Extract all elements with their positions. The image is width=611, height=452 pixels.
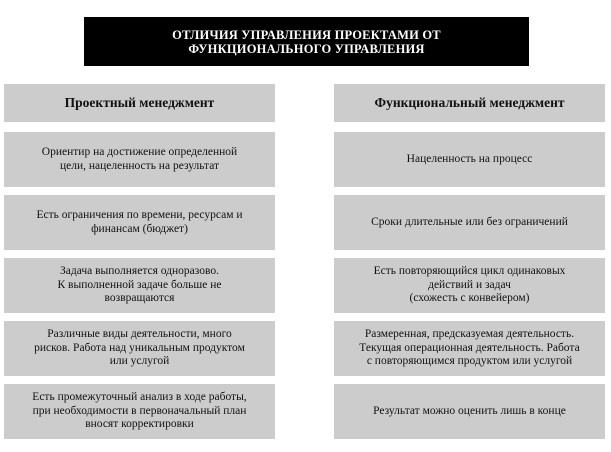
left-item-4-line-1: Различные виды деятельности, много [47, 328, 232, 341]
title-line-2: ФУНКЦИОНАЛЬНОГО УПРАВЛЕНИЯ [188, 41, 425, 56]
left-item-1-line-2: цели, нацеленность на результат [59, 159, 220, 172]
right-item-4-line-2: Текущая операционная деятельность. Работа [359, 341, 580, 354]
right-item-3 [334, 258, 605, 313]
right-item-2-line-1: Сроки длительные или без ограничений [371, 215, 568, 228]
left-item-1-line-1: Ориентир на достижение определенной [41, 146, 238, 158]
right-column-header [334, 84, 605, 122]
right-item-1 [334, 132, 605, 187]
left-item-3-line-1: Задача выполняется одноразово. [60, 265, 219, 278]
right-item-4 [334, 321, 605, 376]
left-item-4-line-2: рисков. Работа над уникальным продуктом [34, 341, 245, 354]
right-item-2 [334, 195, 605, 250]
right-item-3-line-2: действий и задач [428, 278, 511, 291]
right-item-5 [334, 384, 605, 439]
right-item-4-line-1: Размеренная, предсказуемая деятельность. [364, 328, 575, 341]
left-item-5-line-1: Есть промежуточный анализ в ходе работы, [32, 391, 247, 404]
left-item-2 [4, 195, 275, 250]
left-item-3 [4, 258, 275, 313]
left-item-3-line-2: К выполненной задаче больше не [57, 278, 222, 291]
right-item-3-line-1: Есть повторяющийся цикл одинаковых [373, 265, 566, 278]
right-item-1-line-1: Нацеленность на процесс [406, 152, 533, 165]
left-item-1 [4, 132, 275, 187]
right-item-3-line-3: (схожесть с конвейером) [409, 292, 530, 305]
left-item-3-line-3: возвращаются [104, 292, 175, 305]
left-item-5 [4, 384, 275, 439]
right-item-4-line-3: с повторяющимся продуктом или услугой [366, 355, 573, 368]
left-item-5-line-2: при необходимости в первоначальный план [32, 404, 247, 417]
right-header-label: Функциональный менеджмент [374, 95, 565, 111]
left-item-2-line-2: финансам (бюджет) [91, 222, 188, 235]
left-item-5-line-3: вносят корректировки [85, 418, 194, 431]
diagram-title [84, 17, 529, 66]
title-line-1: ОТЛИЧИЯ УПРАВЛЕНИЯ ПРОЕКТАМИ ОТ [172, 27, 441, 42]
left-item-2-line-1: Есть ограничения по времени, ресурсам и [36, 209, 243, 221]
left-item-4-line-3: или услугой [109, 355, 170, 368]
right-item-5-line-1: Результат можно оценить лишь в конце [373, 404, 566, 417]
left-header-label: Проектный менеджмент [64, 95, 215, 111]
left-item-4 [4, 321, 275, 376]
left-column-header [4, 84, 275, 122]
